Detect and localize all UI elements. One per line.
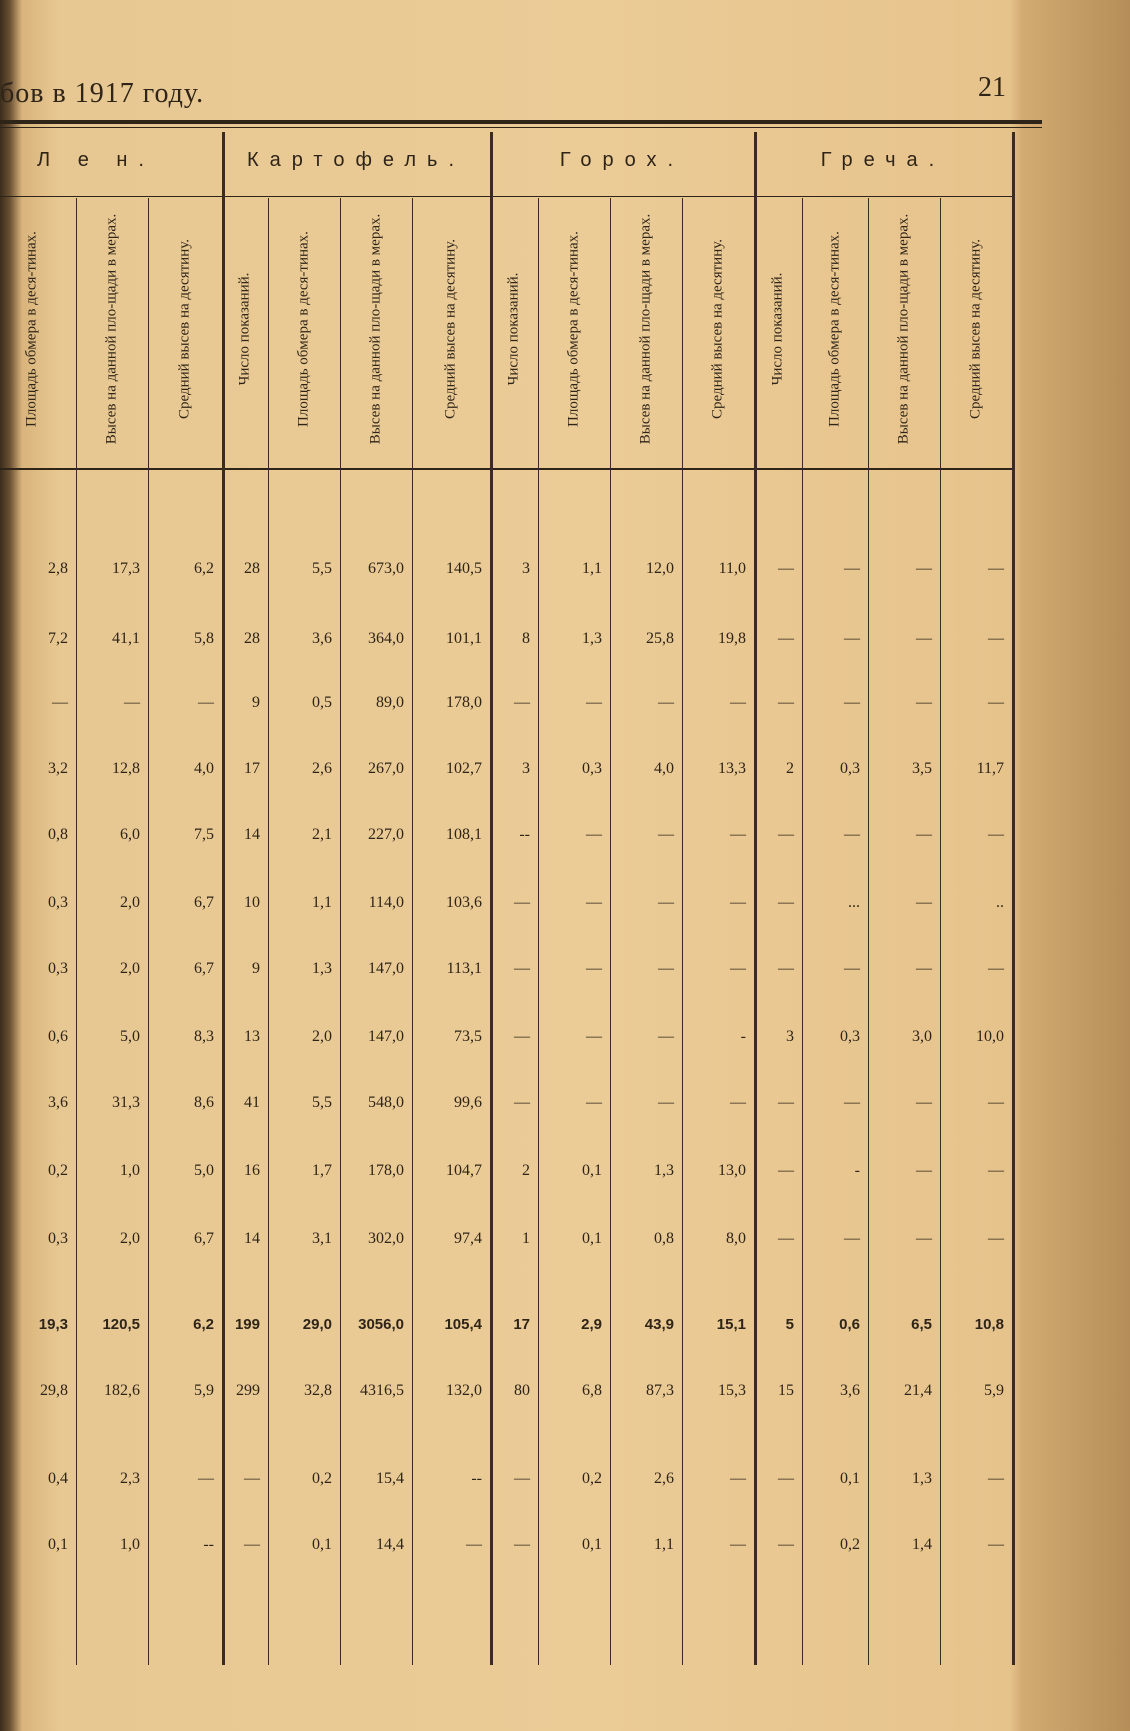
table-cell: -	[854, 1162, 860, 1179]
table-cell: 0,5	[312, 694, 332, 711]
table-cell: 0,4	[48, 1470, 68, 1487]
table-cell: 19,3	[38, 1316, 68, 1333]
table-cell: —	[988, 960, 1004, 977]
top-rule	[0, 120, 1042, 124]
column-header	[802, 198, 868, 460]
table-cell: —	[586, 1094, 602, 1111]
table-cell: 15,3	[718, 1382, 746, 1399]
table-cell: ...	[848, 894, 860, 911]
column-header-label: Средний высев на десятину.	[709, 239, 726, 419]
table-cell: —	[988, 1536, 1004, 1553]
table-cell: 0,8	[654, 1230, 674, 1247]
table-cell: —	[658, 694, 674, 711]
table-cell: —	[916, 894, 932, 911]
table-cell: —	[844, 1230, 860, 1247]
column-header	[754, 198, 802, 460]
table-cell: 9	[252, 694, 260, 711]
column-header-label: Средний высев на десятину.	[442, 239, 459, 419]
table-cell: 5,5	[312, 560, 332, 577]
table-cell: 3,5	[912, 760, 932, 777]
table-cell: —	[778, 694, 794, 711]
table-cell: 5,0	[120, 1028, 140, 1045]
table-cell: —	[916, 630, 932, 647]
table-cell: —	[916, 1094, 932, 1111]
table-cell: 1,1	[654, 1536, 674, 1553]
table-cell: 4316,5	[360, 1382, 404, 1399]
table-cell: 73,5	[454, 1028, 482, 1045]
table-cell: 0,6	[839, 1316, 860, 1333]
table-cell: 2,6	[654, 1470, 674, 1487]
table-cell: —	[916, 560, 932, 577]
table-cell: 105,4	[444, 1316, 482, 1333]
table-cell: 6,7	[194, 960, 214, 977]
table-cell: 267,0	[368, 760, 404, 777]
column-header	[0, 198, 76, 460]
table-cell: 14	[244, 826, 260, 843]
column-header-label: Площадь обмера в деся-тинах.	[23, 231, 40, 427]
table-cell: —	[514, 960, 530, 977]
table-cell: 0,2	[582, 1470, 602, 1487]
table-cell: 2	[522, 1162, 530, 1179]
table-cell: 28	[244, 630, 260, 647]
table-cell: 0,3	[840, 1028, 860, 1045]
table-cell: 3056,0	[358, 1316, 404, 1333]
column-header-label: Площадь обмера в деся-тинах.	[826, 231, 843, 427]
table-cell: 104,7	[446, 1162, 482, 1179]
table-cell: 3,0	[912, 1028, 932, 1045]
column-header-label: Средний высев на десятину.	[967, 239, 984, 419]
table-cell: 6,7	[194, 894, 214, 911]
column-header-label: Средний высев на десятину.	[176, 239, 193, 419]
table-cell: 8,3	[194, 1028, 214, 1045]
table-cell: 3,1	[312, 1230, 332, 1247]
table-cell: —	[988, 560, 1004, 577]
crop-group-header: Греча.	[820, 148, 946, 171]
table-cell: 1,3	[654, 1162, 674, 1179]
table-cell: —	[778, 1162, 794, 1179]
column-header-label: Высев на данной пло-щади в мерах.	[103, 213, 120, 445]
table-cell: —	[658, 894, 674, 911]
table-cell: 0,2	[48, 1162, 68, 1179]
table-cell: 3,6	[48, 1094, 68, 1111]
table-cell: 87,3	[646, 1382, 674, 1399]
table-cell: 299	[236, 1382, 260, 1399]
table-cell: 5,9	[194, 1382, 214, 1399]
column-header	[538, 198, 610, 460]
table-cell: —	[514, 1094, 530, 1111]
table-cell: 31,3	[112, 1094, 140, 1111]
table-cell: 3,2	[48, 760, 68, 777]
column-header-label: Число показаний.	[505, 272, 522, 386]
table-cell: 10,0	[976, 1028, 1004, 1045]
table-cell: —	[124, 694, 140, 711]
table-cell: 178,0	[368, 1162, 404, 1179]
crop-group-header: Горох.	[559, 148, 685, 171]
table-cell: —	[844, 1094, 860, 1111]
table-cell: 13,3	[718, 760, 746, 777]
table-cell: 0,2	[840, 1536, 860, 1553]
table-cell: —	[778, 560, 794, 577]
table-cell: 5	[785, 1316, 794, 1333]
table-cell: —	[730, 826, 746, 843]
table-cell: 1,3	[312, 960, 332, 977]
table-cell: 178,0	[446, 694, 482, 711]
table-cell: —	[514, 694, 530, 711]
table-cell: -	[740, 1028, 746, 1045]
table-cell: —	[730, 1470, 746, 1487]
table-cell: —	[514, 1470, 530, 1487]
table-cell: 2,6	[312, 760, 332, 777]
table-cell: --	[203, 1536, 214, 1553]
table-cell: 97,4	[454, 1230, 482, 1247]
table-cell: 29,8	[40, 1382, 68, 1399]
column-header	[868, 198, 940, 460]
table-cell: 120,5	[102, 1316, 140, 1333]
table-cell: —	[244, 1470, 260, 1487]
table-cell: —	[844, 694, 860, 711]
table-cell: 3	[522, 760, 530, 777]
table-cell: —	[778, 960, 794, 977]
table-cell: —	[844, 560, 860, 577]
table-cell: —	[778, 1230, 794, 1247]
column-header-label: Высев на данной пло-щади в мерах.	[895, 213, 912, 445]
table-cell: 5,8	[194, 630, 214, 647]
table-cell: 673,0	[368, 560, 404, 577]
table-cell: —	[730, 894, 746, 911]
table-cell: 6,8	[582, 1382, 602, 1399]
crop-group-header: Л е н.	[37, 148, 155, 171]
column-header-label: Высев на данной пло-щади в мерах.	[367, 213, 384, 445]
table-cell: —	[988, 1230, 1004, 1247]
table-cell: —	[916, 694, 932, 711]
table-cell: —	[658, 1028, 674, 1045]
table-cell: 5,5	[312, 1094, 332, 1111]
table-cell: 1,3	[912, 1470, 932, 1487]
table-cell: —	[466, 1536, 482, 1553]
table-cell: 8,0	[726, 1230, 746, 1247]
table-cell: 1,4	[912, 1536, 932, 1553]
table-cell: 14	[244, 1230, 260, 1247]
table-cell: —	[730, 1094, 746, 1111]
table-cell: —	[514, 1028, 530, 1045]
table-cell: --	[471, 1470, 482, 1487]
table-cell: 1,0	[120, 1162, 140, 1179]
column-header	[268, 198, 340, 460]
table-cell: —	[730, 960, 746, 977]
column-divider	[1012, 132, 1015, 1665]
column-header	[76, 198, 148, 460]
table-cell: 0,2	[312, 1470, 332, 1487]
table-cell: 19,8	[718, 630, 746, 647]
table-cell: —	[658, 960, 674, 977]
table-cell: 0,1	[582, 1536, 602, 1553]
page-number: 21	[978, 72, 1006, 103]
table-cell: 0,1	[840, 1470, 860, 1487]
group-header-underline	[0, 196, 1012, 197]
table-cell: 41,1	[112, 630, 140, 647]
table-cell: 80	[514, 1382, 530, 1399]
column-header	[610, 198, 682, 460]
table-cell: —	[778, 1536, 794, 1553]
table-cell: 14,4	[376, 1536, 404, 1553]
top-rule-thin	[0, 127, 1042, 128]
table-cell: 227,0	[368, 826, 404, 843]
table-cell: 15,1	[716, 1316, 746, 1333]
table-cell: 0,8	[48, 826, 68, 843]
table-cell: —	[778, 630, 794, 647]
table-cell: 13,0	[718, 1162, 746, 1179]
table-cell: 114,0	[368, 894, 404, 911]
column-header-label: Площадь обмера в деся-тинах.	[565, 231, 582, 427]
table-cell: 8,6	[194, 1094, 214, 1111]
table-cell: 364,0	[368, 630, 404, 647]
table-cell: 11,7	[976, 760, 1004, 777]
table-cell: 17,3	[112, 560, 140, 577]
table-cell: —	[988, 694, 1004, 711]
table-cell: —	[916, 1162, 932, 1179]
table-cell: —	[658, 826, 674, 843]
table-cell: 2,9	[581, 1316, 602, 1333]
table-cell: —	[514, 894, 530, 911]
table-cell: —	[988, 630, 1004, 647]
table-cell: 11,0	[718, 560, 746, 577]
table-cell: 9	[252, 960, 260, 977]
table-cell: 3	[522, 560, 530, 577]
table-cell: 6,7	[194, 1230, 214, 1247]
table-cell: —	[778, 1094, 794, 1111]
table-cell: 32,8	[304, 1382, 332, 1399]
table-cell: 6,5	[911, 1316, 932, 1333]
table-cell: —	[844, 960, 860, 977]
table-cell: 1,7	[312, 1162, 332, 1179]
table-cell: 103,6	[446, 894, 482, 911]
table-cell: 147,0	[368, 1028, 404, 1045]
table-cell: —	[778, 1470, 794, 1487]
table-cell: 1,1	[582, 560, 602, 577]
table-cell: —	[730, 1536, 746, 1553]
table-cell: 29,0	[302, 1316, 332, 1333]
table-cell: 5,9	[984, 1382, 1004, 1399]
table-cell: 0,1	[48, 1536, 68, 1553]
table-cell: —	[586, 694, 602, 711]
table-cell: 7,2	[48, 630, 68, 647]
table-cell: --	[519, 826, 530, 843]
table-cell: —	[988, 1094, 1004, 1111]
table-cell: 2,0	[120, 960, 140, 977]
table-cell: 4,0	[194, 760, 214, 777]
table-cell: 89,0	[376, 694, 404, 711]
table-cell: 5,0	[194, 1162, 214, 1179]
table-cell: —	[244, 1536, 260, 1553]
table-cell: —	[586, 894, 602, 911]
table-cell: 10	[244, 894, 260, 911]
table-cell: 0,3	[48, 1230, 68, 1247]
table-cell: —	[778, 826, 794, 843]
table-cell: —	[586, 960, 602, 977]
table-cell: —	[198, 694, 214, 711]
table-cell: 0,3	[840, 760, 860, 777]
table-cell: 132,0	[446, 1382, 482, 1399]
table-cell: 2,1	[312, 826, 332, 843]
table-cell: 1,3	[582, 630, 602, 647]
table-cell: 0,6	[48, 1028, 68, 1045]
table-cell: 2	[786, 760, 794, 777]
table-cell: 1,0	[120, 1536, 140, 1553]
column-header-label: Число показаний.	[769, 272, 786, 386]
table-cell: 0,3	[582, 760, 602, 777]
column-header	[412, 198, 490, 460]
table-cell: 4,0	[654, 760, 674, 777]
table-cell: 21,4	[904, 1382, 932, 1399]
crop-group-header: Картофель.	[246, 148, 466, 171]
table-cell: 0,3	[48, 894, 68, 911]
table-cell: 7,5	[194, 826, 214, 843]
table-cell: 302,0	[368, 1230, 404, 1247]
table-cell: 6,0	[120, 826, 140, 843]
table-cell: —	[586, 826, 602, 843]
table-cell: 0,1	[312, 1536, 332, 1553]
table-cell: 182,6	[104, 1382, 140, 1399]
table-cell: 3,6	[312, 630, 332, 647]
table-cell: 13	[244, 1028, 260, 1045]
table-cell: 147,0	[368, 960, 404, 977]
table-cell: —	[778, 894, 794, 911]
table-cell: —	[514, 1536, 530, 1553]
table-cell: 3	[786, 1028, 794, 1045]
table-cell: —	[658, 1094, 674, 1111]
table-cell: —	[52, 694, 68, 711]
table-cell: —	[916, 960, 932, 977]
table-cell: 2,3	[120, 1470, 140, 1487]
column-header	[340, 198, 412, 460]
table-cell: 17	[244, 760, 260, 777]
table-cell: —	[988, 826, 1004, 843]
table-cell: 16	[244, 1162, 260, 1179]
table-cell: 43,9	[644, 1316, 674, 1333]
column-header	[222, 198, 268, 460]
column-header	[940, 198, 1012, 460]
table-cell: 25,8	[646, 630, 674, 647]
table-cell: 17	[513, 1316, 530, 1333]
table-cell: —	[844, 826, 860, 843]
table-cell: —	[988, 1162, 1004, 1179]
table-cell: —	[916, 826, 932, 843]
table-cell: 113,1	[446, 960, 482, 977]
table-cell: 2,0	[120, 1230, 140, 1247]
table-cell: 108,1	[446, 826, 482, 843]
table-cell: 199	[234, 1316, 260, 1333]
table-cell: 3,6	[840, 1382, 860, 1399]
table-cell: 1	[522, 1230, 530, 1247]
table-cell: —	[988, 1470, 1004, 1487]
table-cell: 102,7	[446, 760, 482, 777]
table-cell: 15	[778, 1382, 794, 1399]
table-cell: 0,1	[582, 1162, 602, 1179]
table-cell: 6,2	[194, 560, 214, 577]
table-cell: 41	[244, 1094, 260, 1111]
table-cell: 0,1	[582, 1230, 602, 1247]
table-cell: 12,0	[646, 560, 674, 577]
table-cell: 6,2	[193, 1316, 214, 1333]
table-cell: 10,8	[974, 1316, 1004, 1333]
table-cell: —	[730, 694, 746, 711]
column-header-label: Высев на данной пло-щади в мерах.	[637, 213, 654, 445]
column-header-underline	[0, 468, 1012, 470]
table-cell: —	[916, 1230, 932, 1247]
table-cell: —	[198, 1470, 214, 1487]
table-cell: 15,4	[376, 1470, 404, 1487]
table-cell: 548,0	[368, 1094, 404, 1111]
table-cell: 2,0	[120, 894, 140, 911]
column-header-label: Число показаний.	[236, 272, 253, 386]
table-cell: 99,6	[454, 1094, 482, 1111]
table-cell: 140,5	[446, 560, 482, 577]
table-cell: 2,0	[312, 1028, 332, 1045]
column-header	[682, 198, 754, 460]
table-cell: 1,1	[312, 894, 332, 911]
table-cell: ..	[996, 894, 1004, 911]
page-header-title: бов в 1917 году.	[0, 78, 205, 109]
table-cell: 8	[522, 630, 530, 647]
table-cell: 28	[244, 560, 260, 577]
table-cell: —	[586, 1028, 602, 1045]
column-header	[490, 198, 538, 460]
table-cell: 0,3	[48, 960, 68, 977]
column-header-label: Площадь обмера в деся-тинах.	[295, 231, 312, 427]
table-cell: —	[844, 630, 860, 647]
table-cell: 101,1	[446, 630, 482, 647]
table-cell: 12,8	[112, 760, 140, 777]
table-cell: 2,8	[48, 560, 68, 577]
column-header	[148, 198, 222, 460]
